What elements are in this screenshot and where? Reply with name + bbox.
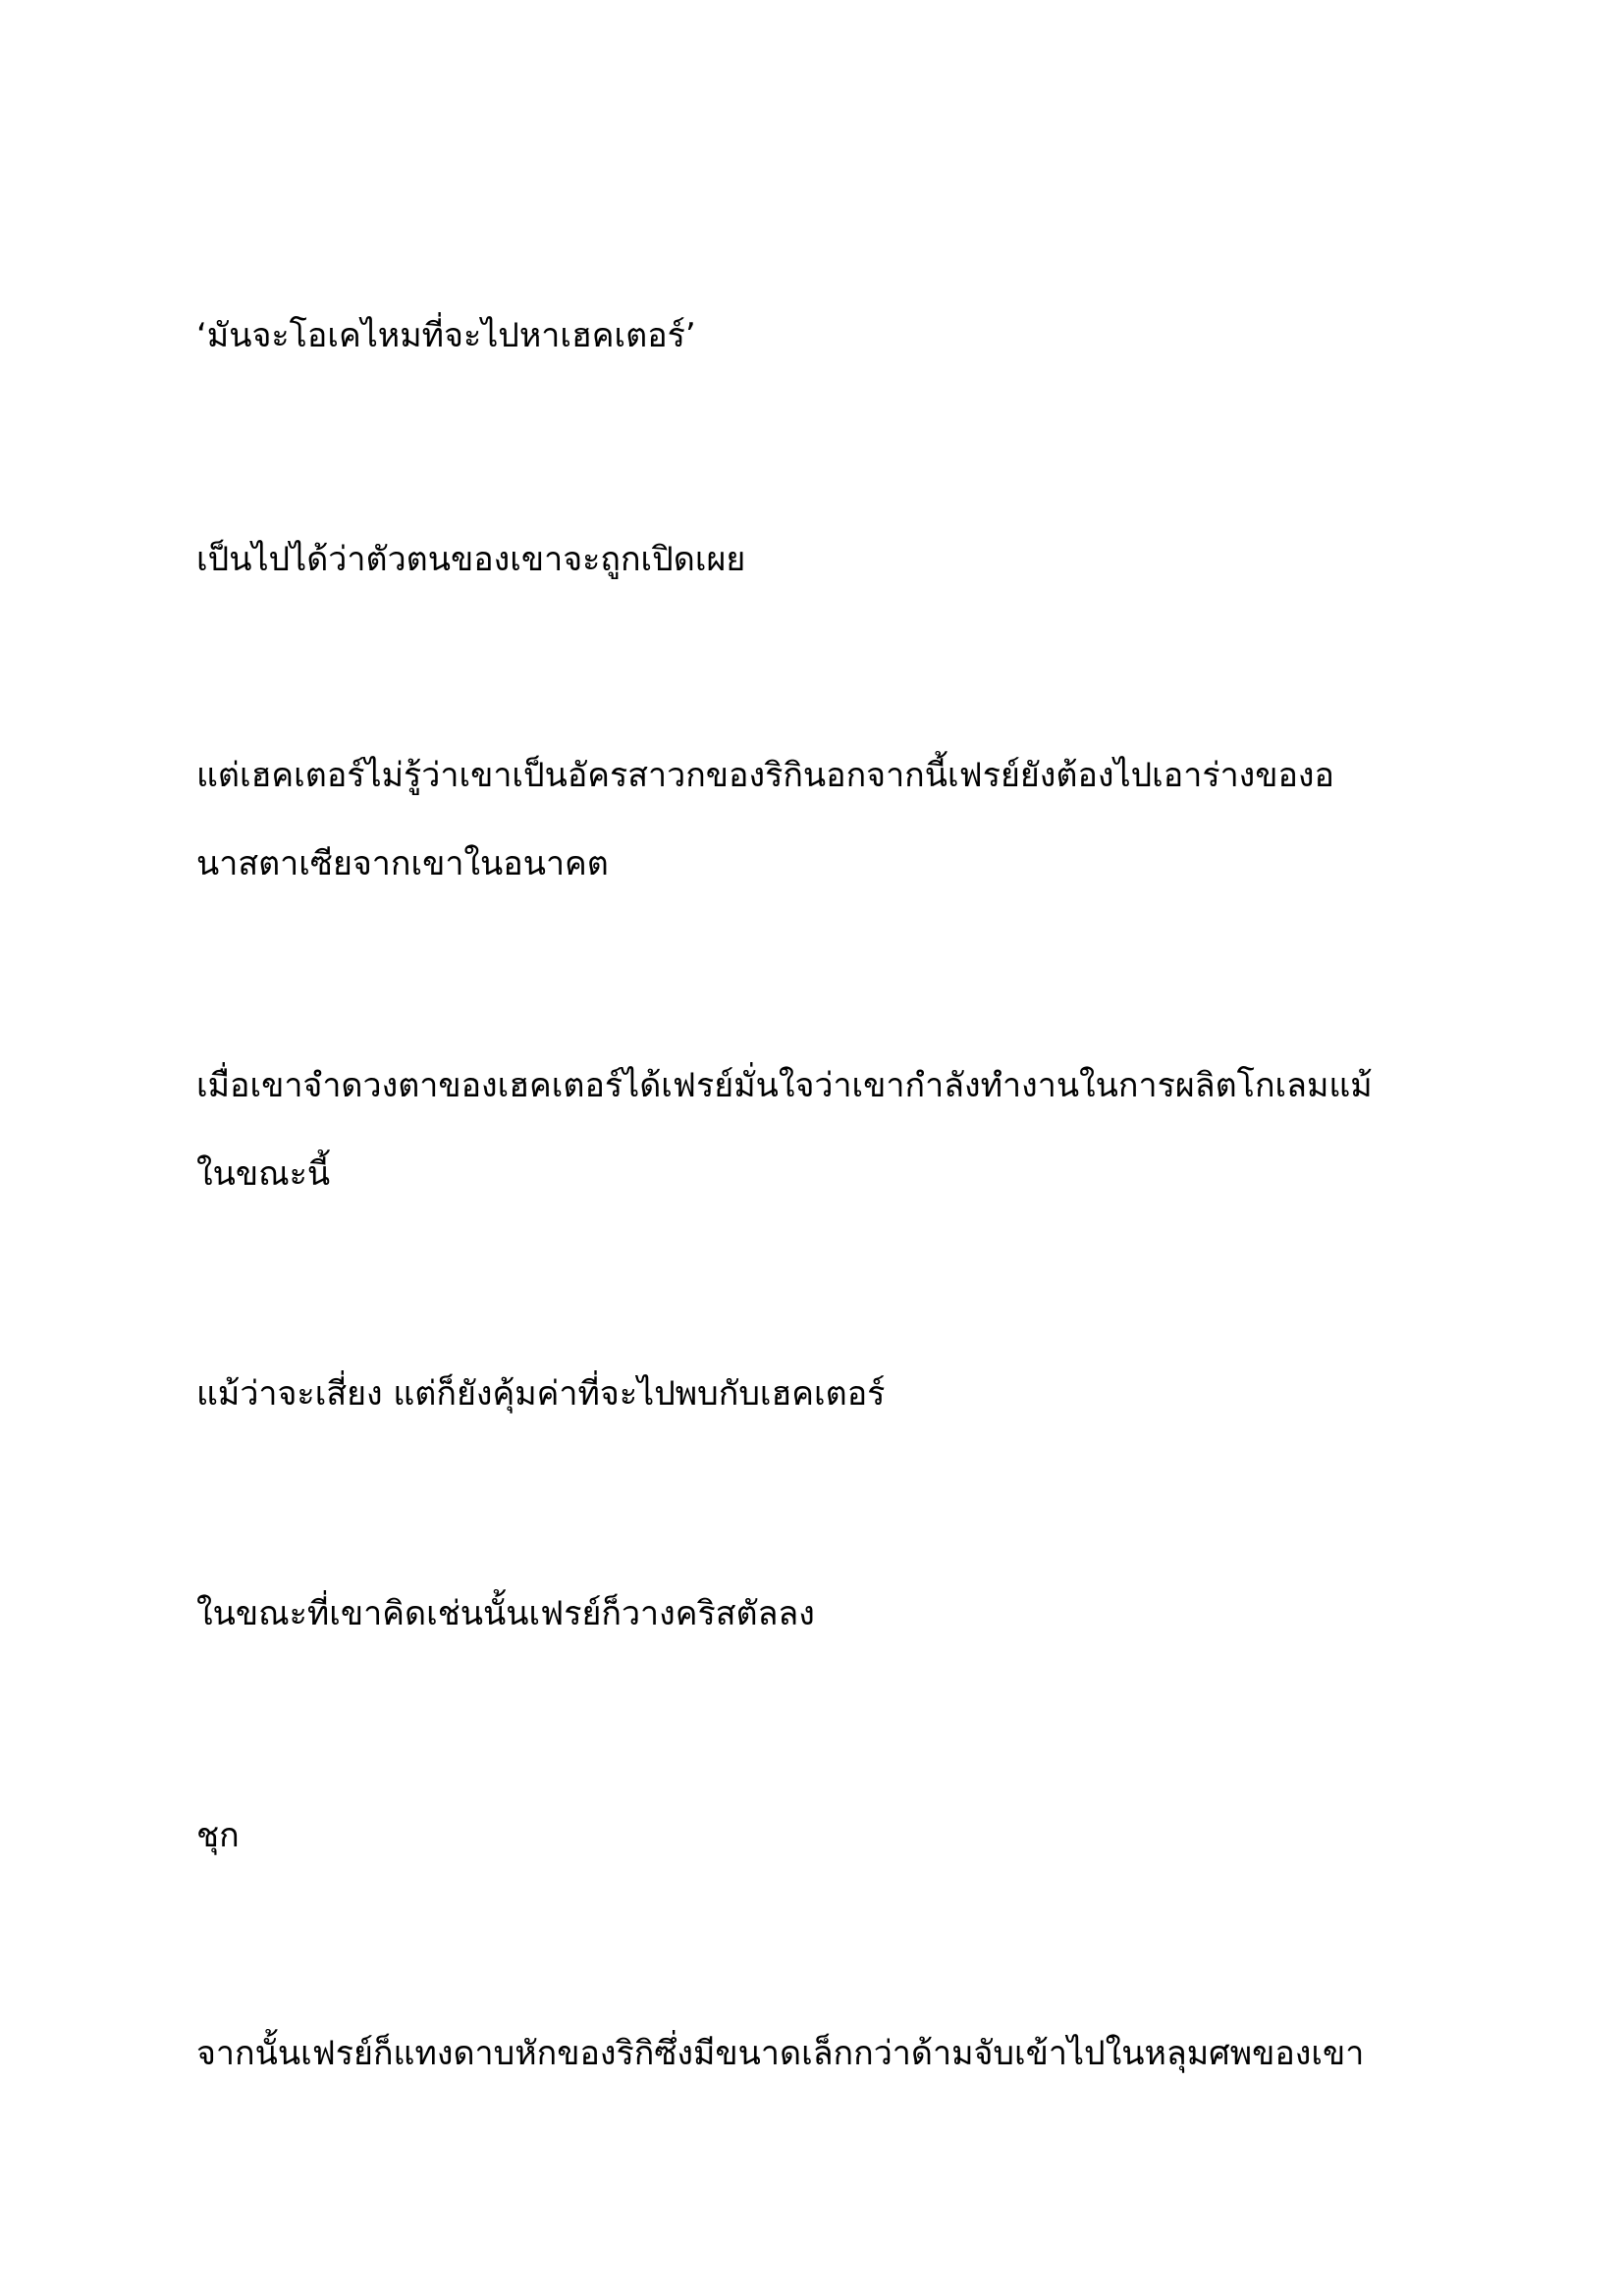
text-line: แต่เฮคเตอร์ไม่รู้ว่าเขาเป็นอัครสาวกของริกินอกจากนี้เฟรย์ยังต้องไปเอาร่างของอ — [196, 756, 1334, 795]
text-line: ในขณะที่เขาคิดเช่นนั้นเฟรย์ก็วางคริสตัลลง — [196, 1594, 815, 1633]
text-line: จากนั้นเฟรย์ก็แทงดาบหักของริกิซึ่งมีขนาดเล็กกว่าด้ามจับเข้าไปในหลุมศพของเขา — [196, 2034, 1365, 2073]
text-line: ชุก — [196, 1816, 240, 1855]
text-line: แม้ว่าจะเสี่ยง แต่ก็ยังคุ้มค่าที่จะไปพบกับเฮคเตอร์ — [196, 1374, 886, 1414]
text-line: ในขณะนี้ — [196, 1154, 331, 1194]
text-line: เป็นไปได้ว่าตัวตนของเขาจะถูกเปิดเผย — [196, 540, 746, 579]
text-line: เมื่อเขาจำดวงตาของเฮคเตอร์ได้เฟรย์มั่นใจว่าเขากำลังทำงานในการผลิตโกเลมแม้ — [196, 1066, 1373, 1105]
text-line: นาสตาเซียจากเขาในอนาคต — [196, 844, 609, 883]
text-line: ‘มันจะโอเคไหมที่จะไปหาเฮคเตอร์’ — [196, 316, 696, 355]
